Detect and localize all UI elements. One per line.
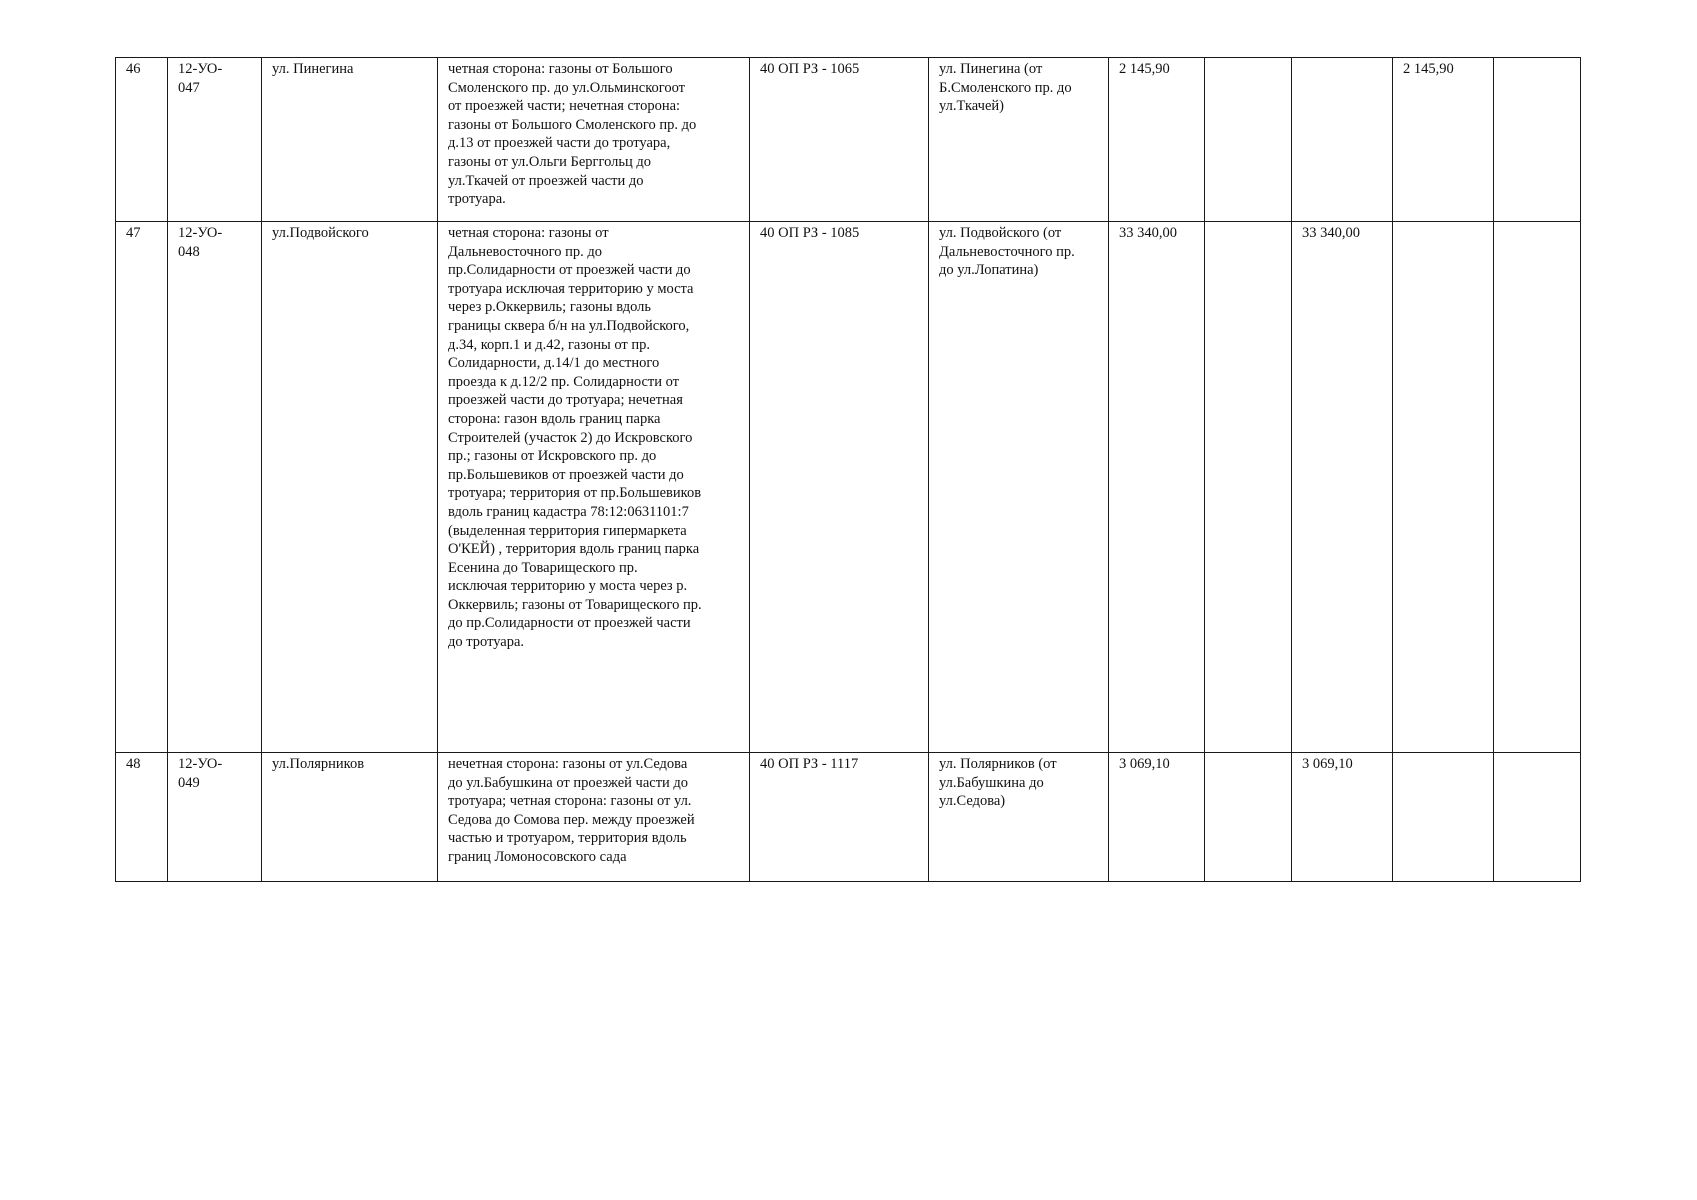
row-number: 48 (116, 753, 168, 882)
table-row (116, 753, 1581, 882)
street-segment: ул. Пинегина (от Б.Смоленского пр. до ул.Ткачей) (929, 58, 1109, 222)
area-column-8 (1205, 753, 1292, 882)
area-column-11 (1494, 753, 1581, 882)
area-column-8 (1205, 222, 1292, 753)
total-area: 33 340,00 (1109, 222, 1205, 753)
area-column-9: 33 340,00 (1292, 222, 1393, 753)
table-row (116, 58, 1581, 222)
road-id: 40 ОП РЗ - 1085 (750, 222, 929, 753)
area-column-11 (1494, 58, 1581, 222)
street-segment: ул. Подвойского (от Дальневосточного пр. до ул.Лопатина) (929, 222, 1109, 753)
area-column-10 (1393, 753, 1494, 882)
register-table (115, 57, 1581, 882)
area-column-8 (1205, 58, 1292, 222)
total-area: 3 069,10 (1109, 753, 1205, 882)
area-column-9: 3 069,10 (1292, 753, 1393, 882)
object-code: 12-УО- 047 (168, 58, 262, 222)
street-name: ул.Полярников (262, 753, 438, 882)
road-id: 40 ОП РЗ - 1117 (750, 753, 929, 882)
area-description: четная сторона: газоны от Дальневосточного пр. до пр.Солидарности от проезжей части до тротуара исключая территорию у моста через р.Оккервиль; газоны вдоль границы сквера б/н на ул.Подвойского, д.34, корп.1 и д.42, газоны от пр. Солидарности, д.14/1 до местного проезда к д.12/2 пр. Солидарности от проезжей части до тротуара; нечетная сторона: газон вдоль границ парка Строителей (участок 2) до Искровского пр.; газоны от Искровского пр. до пр.Большевиков от проезжей части до тротуара; территория от пр.Большевиков вдоль границ кадастра 78:12:0631101:7 (выделенная территория гипермаркета О'КЕЙ) , территория вдоль границ парка Есенина до Товарищеского пр. исключая территорию у моста через р. Оккервиль; газоны от Товарищеского пр. до пр.Солидарности от проезжей части до тротуара. (438, 222, 750, 753)
road-id: 40 ОП РЗ - 1065 (750, 58, 929, 222)
area-column-10: 2 145,90 (1393, 58, 1494, 222)
area-description: нечетная сторона: газоны от ул.Седова до ул.Бабушкина от проезжей части до тротуара; четная сторона: газоны от ул. Седова до Сомова пер. между проезжей частью и тротуаром, территория вдоль границ Ломоносовского сада (438, 753, 750, 882)
street-segment: ул. Полярников (от ул.Бабушкина до ул.Седова) (929, 753, 1109, 882)
total-area: 2 145,90 (1109, 58, 1205, 222)
street-name: ул. Пинегина (262, 58, 438, 222)
row-number: 46 (116, 58, 168, 222)
row-number: 47 (116, 222, 168, 753)
street-name: ул.Подвойского (262, 222, 438, 753)
area-column-9 (1292, 58, 1393, 222)
object-code: 12-УО- 048 (168, 222, 262, 753)
area-column-10 (1393, 222, 1494, 753)
area-column-11 (1494, 222, 1581, 753)
table-row (116, 222, 1581, 753)
area-description: четная сторона: газоны от Большого Смоленского пр. до ул.Ольминскогоот от проезжей части; нечетная сторона: газоны от Большого Смоленского пр. до д.13 от проезжей части до тротуара, газоны от ул.Ольги Берггольц до ул.Ткачей от проезжей части до тротуара. (438, 58, 750, 222)
object-code: 12-УО- 049 (168, 753, 262, 882)
